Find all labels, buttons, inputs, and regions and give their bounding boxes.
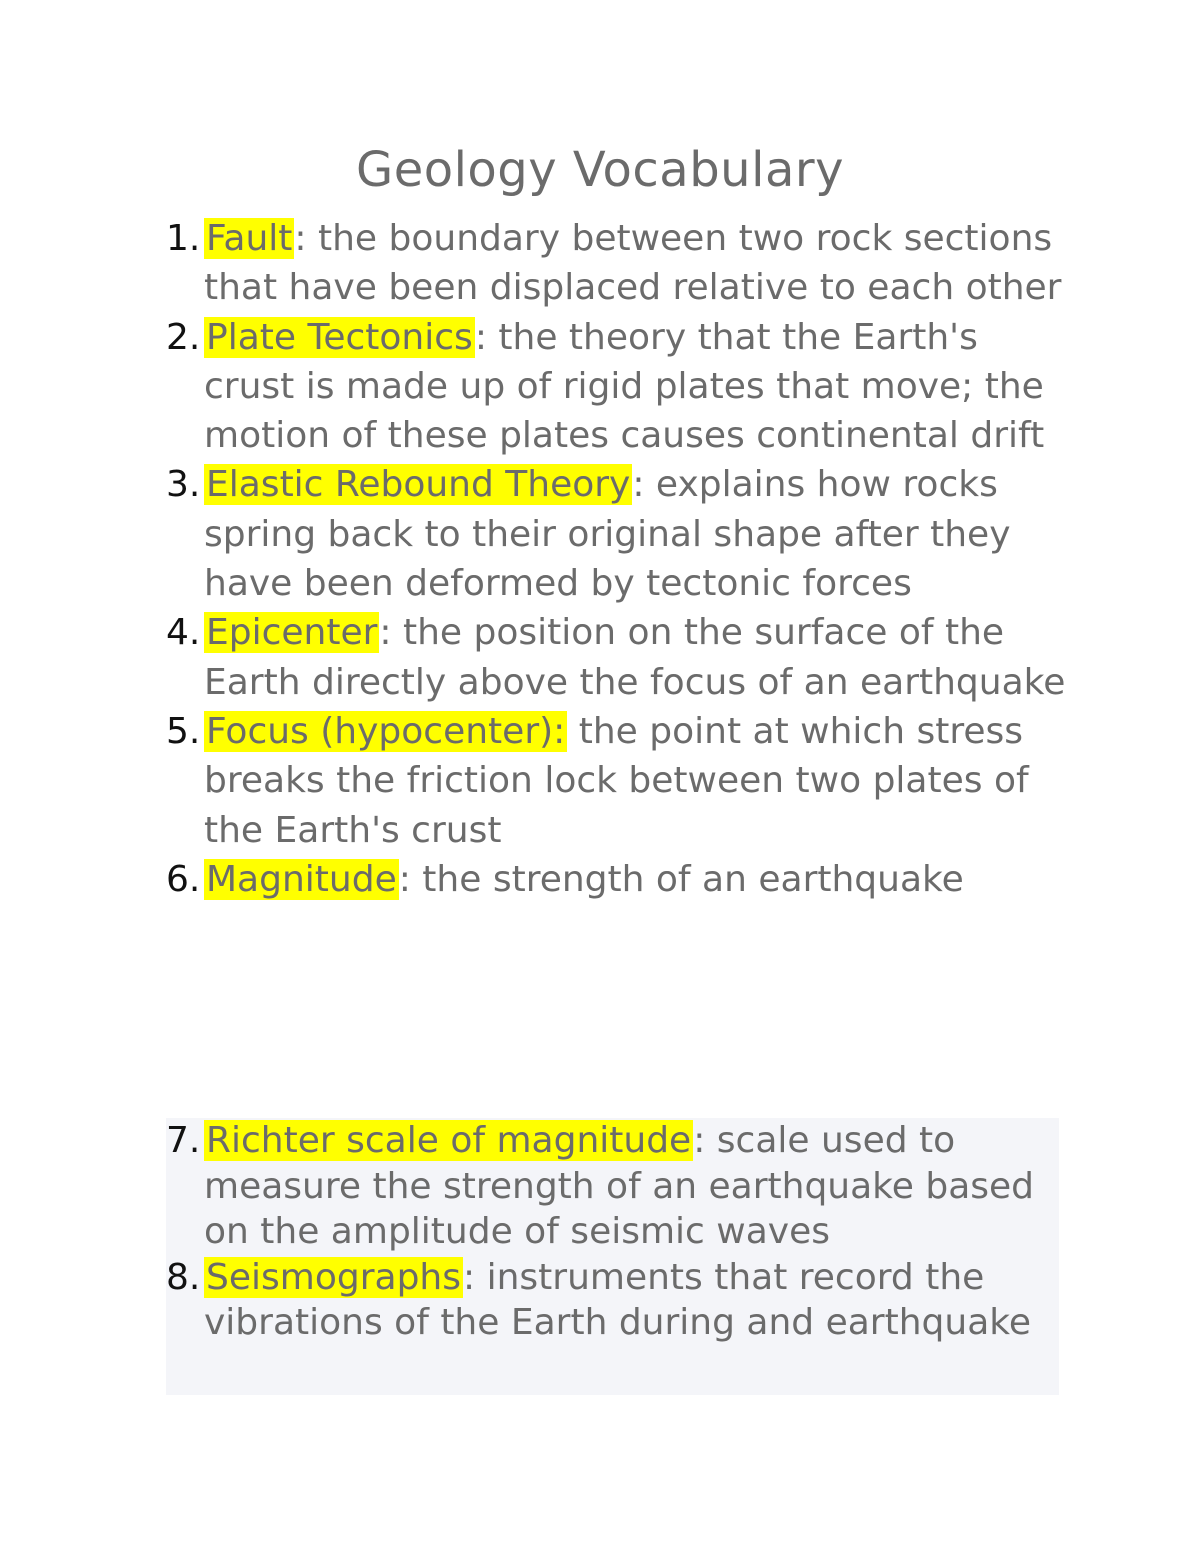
term-definition: : the theory that the Earth's crust is made up of rigid plates that move; the motion of these plates causes continental drift xyxy=(204,316,1045,457)
term-definition: : the boundary between two rock sections that have been displaced relative to each other xyxy=(204,218,1062,309)
term-definition: : the position on the surface of the Earth directly above the focus of an earthquake xyxy=(204,612,1066,703)
term-highlight: Seismographs xyxy=(206,1256,461,1298)
term-highlight: Magnitude xyxy=(206,858,397,900)
list-item xyxy=(166,1118,1059,1255)
vocabulary-list xyxy=(166,214,1066,904)
page-title: Geology Vocabulary xyxy=(356,142,844,198)
term-definition: : instruments that record the vibrations of the Earth during and earthquake xyxy=(204,1256,1031,1343)
item-number: 1. xyxy=(166,218,201,259)
list-item xyxy=(166,608,1066,707)
item-number: 7. xyxy=(166,1120,201,1161)
term-definition: : scale used to measure the strength of an earthquake based on the amplitude of seismic waves xyxy=(204,1120,1035,1252)
term-definition: the point at which stress breaks the friction lock between two plates of the Earth's crust xyxy=(204,710,1029,851)
term-highlight: Epicenter xyxy=(206,612,378,654)
item-number: 8. xyxy=(166,1256,201,1298)
term-definition: : the strength of an earthquake xyxy=(398,858,964,900)
term-highlight: Fault xyxy=(206,218,293,259)
item-number: 4. xyxy=(166,612,201,654)
vocabulary-list-continued xyxy=(166,1118,1059,1395)
term-highlight: Richter scale of magnitude xyxy=(206,1120,692,1161)
list-item xyxy=(166,313,1066,461)
list-item xyxy=(166,855,1066,904)
term-highlight: Plate Tectonics xyxy=(206,316,473,358)
list-item xyxy=(166,214,1066,313)
list-item xyxy=(166,460,1066,608)
item-number: 2. xyxy=(166,316,201,358)
list-item xyxy=(166,707,1066,855)
item-number: 3. xyxy=(166,464,201,506)
list-item xyxy=(166,1255,1059,1346)
term-highlight: Focus (hypocenter): xyxy=(206,710,566,752)
item-number: 5. xyxy=(166,710,201,752)
item-number: 6. xyxy=(166,858,201,900)
term-definition: : explains how rocks spring back to their original shape after they have been deformed by tectonic forces xyxy=(204,464,1011,605)
term-highlight: Elastic Rebound Theory xyxy=(206,464,631,506)
